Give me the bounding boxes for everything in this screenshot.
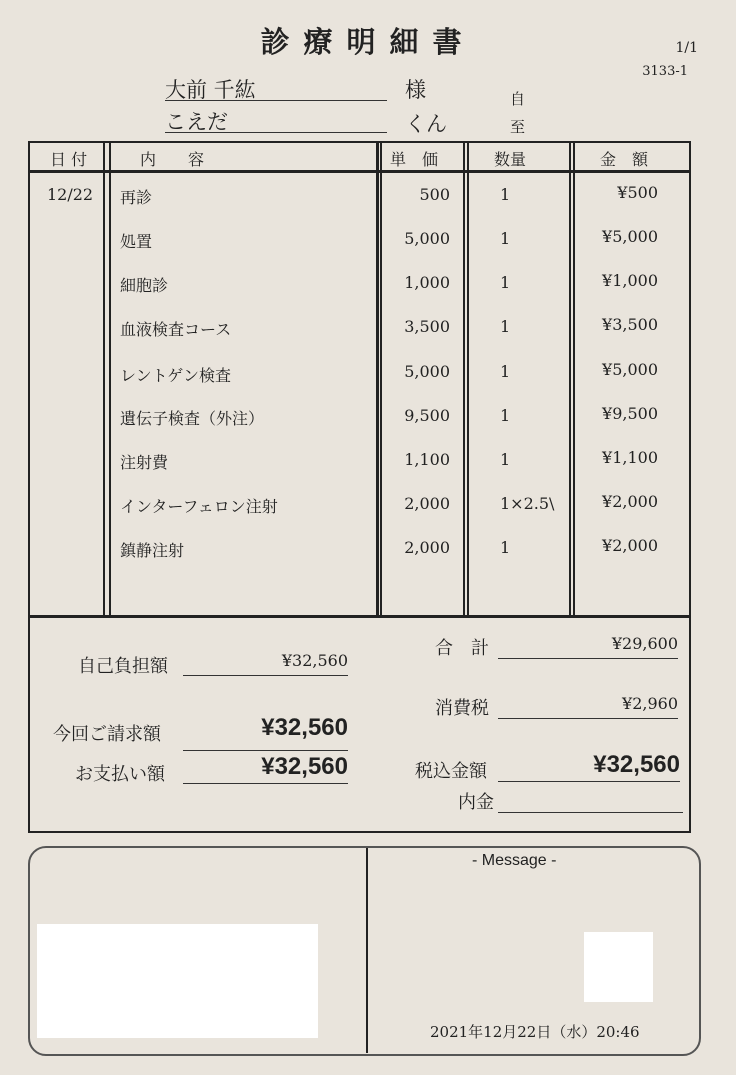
row-qty: 1 [500, 450, 511, 469]
total-value: ¥32,560 [498, 751, 680, 782]
row-price: 1,000 [404, 273, 450, 292]
header-content: 内 容 [140, 150, 205, 169]
row-amount: ¥2,000 [602, 536, 658, 555]
self-pay-value: ¥32,560 [183, 651, 348, 676]
row-item: レントゲン検査 [120, 366, 231, 385]
invoice-value: ¥32,560 [183, 714, 348, 751]
row-item: 細胞診 [120, 276, 169, 295]
row-qty: 1 [500, 406, 511, 425]
row-item: 遺伝子検査（外注） [120, 409, 265, 428]
issue-datetime: 2021年12月22日（水）20:46 [430, 1023, 640, 1041]
header-amount: 金 額 [600, 150, 649, 169]
row-price: 1,100 [404, 450, 450, 469]
pet-name: こえだ [165, 106, 387, 133]
header-quantity: 数量 [494, 150, 527, 169]
redacted-stamp [584, 932, 653, 1002]
subtotal-value: ¥29,600 [498, 634, 678, 659]
tax-label: 消費税 [435, 698, 489, 719]
row-qty: 1 [500, 273, 511, 292]
period-to-label: 至 [510, 118, 526, 136]
message-divider [366, 848, 368, 1053]
row-item: 再診 [120, 188, 153, 207]
deposit-value-line [498, 788, 683, 813]
row-item: インターフェロン注射 [120, 497, 278, 516]
row-price: 5,000 [404, 362, 450, 381]
column-divider [467, 143, 469, 617]
row-amount: ¥3,500 [602, 315, 658, 334]
row-item: 注射費 [120, 453, 169, 472]
row-amount: ¥9,500 [602, 404, 658, 423]
row-qty: 1 [500, 362, 511, 381]
row-price: 3,500 [404, 317, 450, 336]
visit-date: 12/22 [47, 185, 94, 204]
paid-value: ¥32,560 [183, 753, 348, 784]
tax-value: ¥2,960 [498, 694, 678, 719]
page-number: 1/1 [675, 40, 698, 56]
row-price: 9,500 [404, 406, 450, 425]
invoice-label: 今回ご請求額 [53, 724, 161, 745]
row-qty: 1 [500, 185, 511, 204]
items-divider [30, 615, 689, 618]
header-date: 日 付 [50, 150, 88, 169]
owner-suffix: 様 [405, 78, 426, 102]
subtotal-label: 合 計 [435, 638, 489, 659]
row-qty: 1 [500, 538, 511, 557]
column-divider [103, 143, 105, 617]
column-divider [109, 143, 111, 617]
row-amount: ¥500 [617, 183, 658, 202]
row-amount: ¥1,100 [602, 448, 658, 467]
row-qty: 1 [500, 229, 511, 248]
total-label: 税込金額 [415, 761, 487, 782]
row-amount: ¥5,000 [602, 227, 658, 246]
row-qty: 1×2.5\ [500, 494, 555, 513]
row-amount: ¥1,000 [602, 271, 658, 290]
period-from-label: 自 [510, 90, 526, 108]
document-code: 3133-1 [642, 64, 688, 79]
row-item: 処置 [120, 232, 153, 251]
row-item: 鎮静注射 [120, 541, 185, 560]
message-title: - Message - [472, 852, 557, 869]
header-unit-price: 単 価 [390, 150, 439, 169]
owner-name: 大前 千紘 [165, 74, 387, 101]
paid-label: お支払い額 [75, 764, 165, 785]
row-price: 2,000 [404, 494, 450, 513]
row-amount: ¥5,000 [602, 360, 658, 379]
column-divider [463, 143, 465, 617]
row-price: 500 [419, 185, 450, 204]
header-divider [30, 170, 689, 173]
redacted-area [37, 924, 318, 1038]
row-item: 血液検査コース [120, 320, 232, 339]
row-price: 5,000 [404, 229, 450, 248]
deposit-label: 内金 [458, 792, 494, 813]
row-price: 2,000 [404, 538, 450, 557]
self-pay-label: 自己負担額 [78, 656, 168, 677]
row-qty: 1 [500, 317, 511, 336]
document-title: 診療明細書 [260, 25, 476, 59]
row-amount: ¥2,000 [602, 492, 658, 511]
pet-suffix: くん [405, 112, 447, 136]
